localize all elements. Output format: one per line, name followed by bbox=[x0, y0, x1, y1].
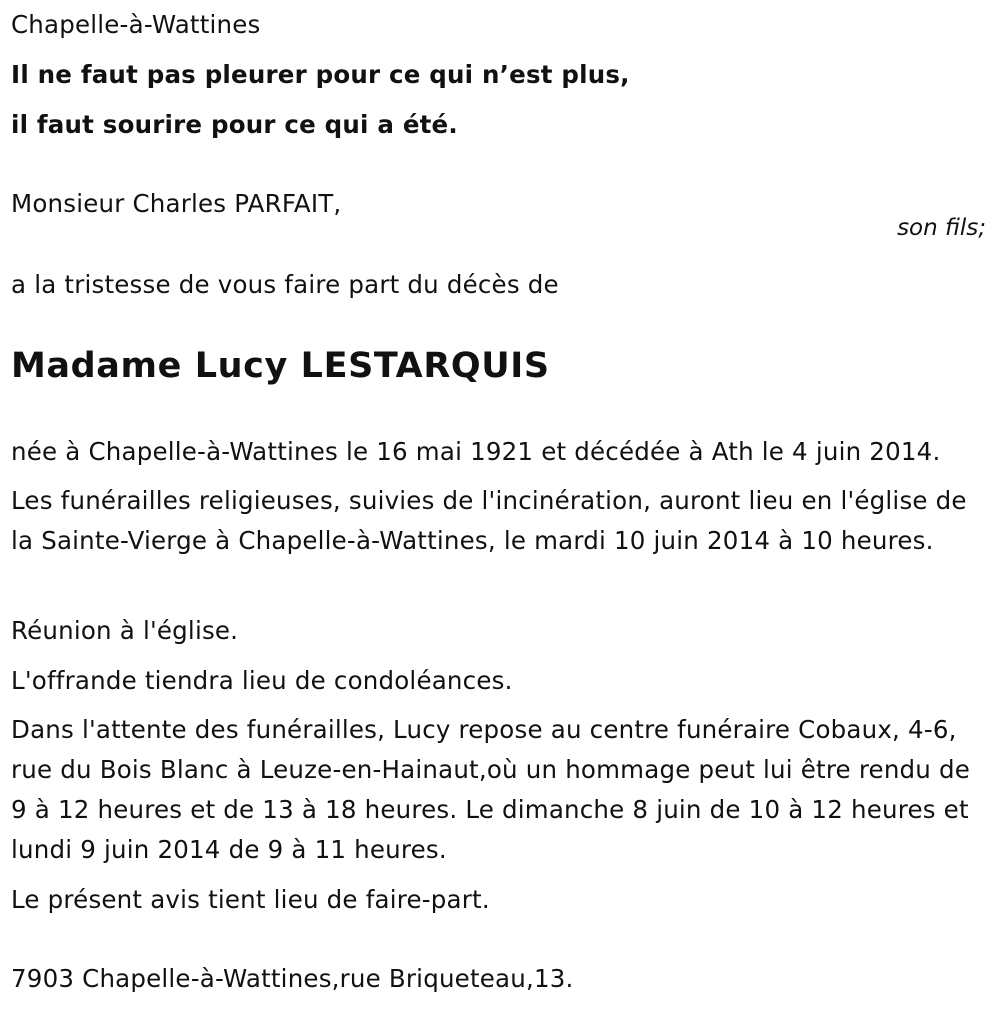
notice-statement: Le présent avis tient lieu de faire-part. bbox=[11, 885, 490, 914]
viewing-info: Dans l'attente des funérailles, Lucy repose au centre funéraire Cobaux, 4-6, rue du Bois Blanc à Leuze-en-Hainaut,où un hommage peut lui être rendu de 9 à 12 heures et de 13 à 18 heures. Le dimanche 8 juin de 10 à 12 heures et lundi 9 juin 2014 de 9 à 11 heures. bbox=[11, 715, 971, 864]
birth-death-dates: née à Chapelle-à-Wattines le 16 mai 1921 et décédée à Ath le 4 juin 2014. bbox=[11, 437, 941, 466]
quote-line-2: il faut sourire pour ce qui a été. bbox=[11, 110, 458, 139]
family-member-relation: son fils; bbox=[897, 215, 986, 241]
family-member-name: Monsieur Charles PARFAIT, bbox=[11, 189, 342, 218]
offering-info: L'offrande tiendra lieu de condoléances. bbox=[11, 666, 513, 695]
location-header: Chapelle-à-Wattines bbox=[11, 10, 261, 39]
meeting-info: Réunion à l'église. bbox=[11, 616, 239, 645]
family-address: 7903 Chapelle-à-Wattines,rue Briqueteau,13. bbox=[11, 964, 574, 993]
announcement-intro: a la tristesse de vous faire part du décès de bbox=[11, 270, 559, 299]
quote-line-1: Il ne faut pas pleurer pour ce qui n’est plus, bbox=[11, 60, 630, 89]
deceased-name: Madame Lucy LESTARQUIS bbox=[11, 346, 550, 386]
funeral-info: Les funérailles religieuses, suivies de l'incinération, auront lieu en l'église de la Sainte-Vierge à Chapelle-à-Wattines, le mardi 10 juin 2014 à 10 heures. bbox=[11, 486, 967, 555]
